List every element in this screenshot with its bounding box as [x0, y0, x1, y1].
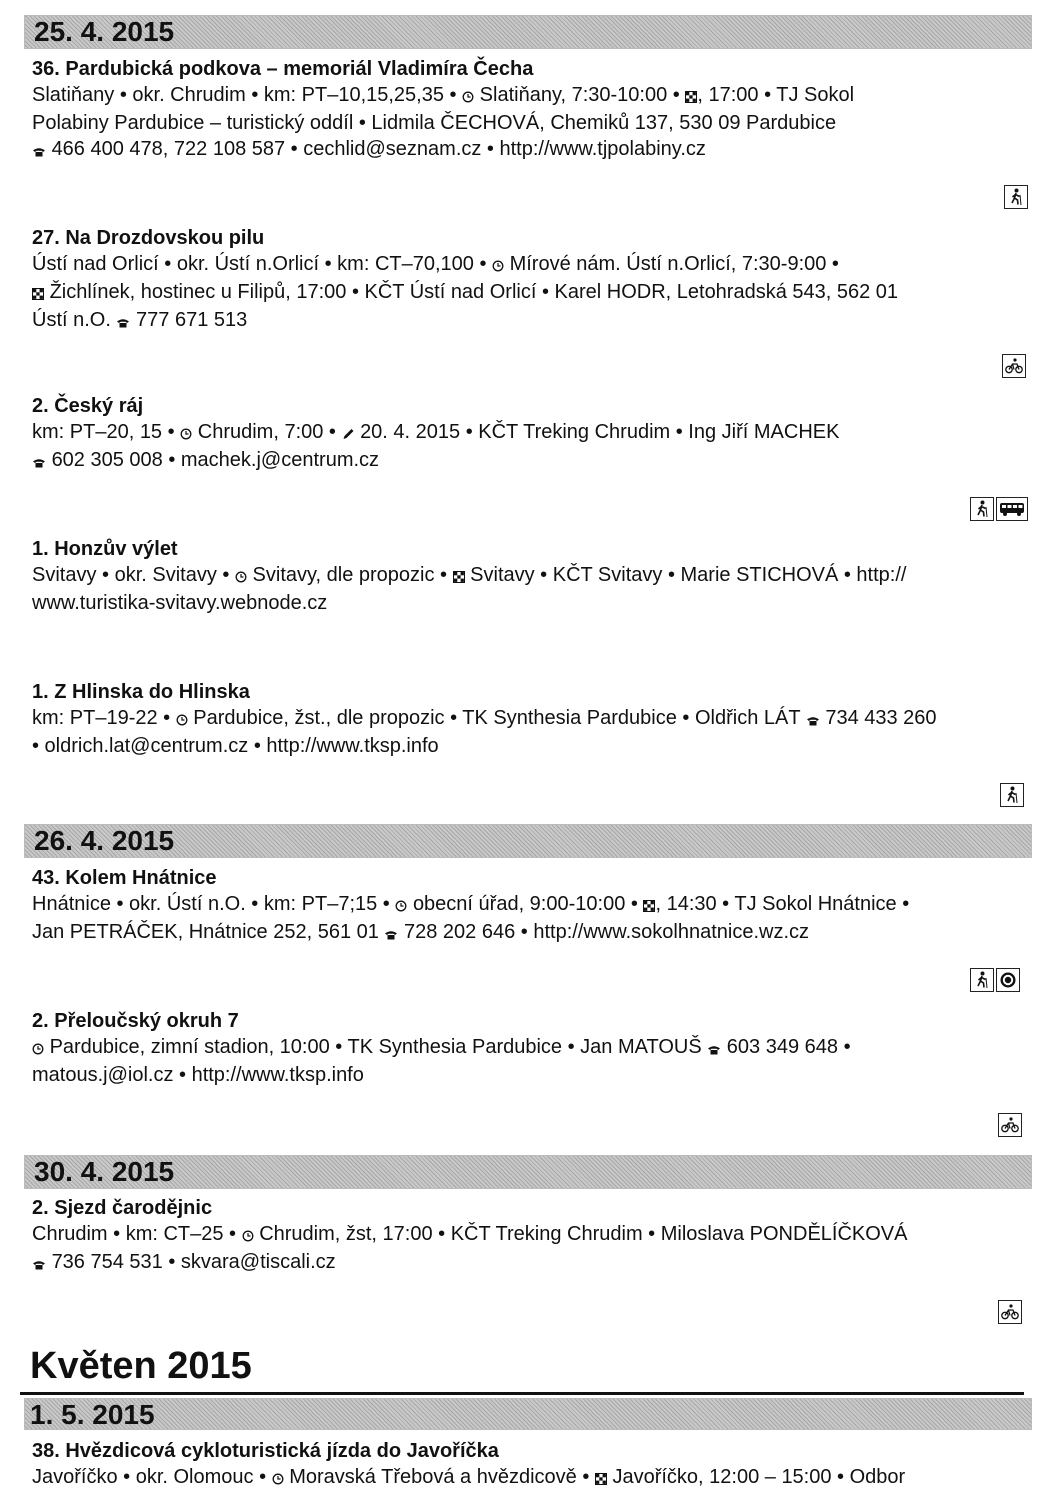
event-line: matous.j@iol.cz • http://www.tksp.info — [32, 1064, 364, 1086]
event-entry — [32, 866, 1032, 947]
event-line: www.turistika-svitavy.webnode.cz — [32, 592, 328, 614]
activity-icons — [970, 968, 1020, 992]
finish-flag-icon — [685, 84, 697, 110]
event-entry — [32, 537, 1032, 616]
phone-icon — [32, 449, 46, 475]
activity-icons — [998, 1113, 1022, 1137]
event-line: Pardubice, zimní stadion, 10:00 • TK Synthesia Pardubice • Jan MATOUŠ 603 349 648 • — [32, 1034, 1032, 1062]
cycling-icon — [1002, 354, 1026, 378]
event-title: 43. Kolem Hnátnice — [32, 867, 217, 889]
event-title: 38. Hvězdicová cykloturistická jízda do Javoříčka — [32, 1440, 499, 1462]
event-title: 27. Na Drozdovskou pilu — [32, 227, 265, 249]
pencil-icon — [342, 421, 355, 447]
event-entry — [32, 57, 1032, 164]
clock-icon — [395, 893, 407, 919]
activity-icons — [970, 497, 1028, 521]
event-line: Polabiny Pardubice – turistický oddíl • Lidmila ČECHOVÁ, Chemiků 137, 530 09 Pardubice — [32, 112, 837, 134]
finish-flag-icon — [643, 893, 655, 919]
event-title: 2. Přeloučský okruh 7 — [32, 1010, 239, 1032]
clock-icon — [176, 707, 188, 733]
event-entry — [32, 394, 1032, 475]
event-line: km: PT–20, 15 • Chrudim, 7:00 • 20. 4. 2015 • KČT Treking Chrudim • Ing Jiří MACHEK — [32, 419, 1032, 447]
bus-icon — [996, 497, 1028, 521]
clock-icon — [242, 1223, 254, 1249]
phone-icon — [384, 921, 398, 947]
event-line: Žichlínek, hostinec u Filipů, 17:00 • KČT Ústí nad Orlicí • Karel HODR, Letohradská 543, 562 01 — [32, 279, 1032, 307]
event-line: Hnátnice • okr. Ústí n.O. • km: PT–7;15 • obecní úřad, 9:00-10:00 • , 14:30 • TJ Sokol Hnátnice • — [32, 891, 1032, 919]
phone-icon — [32, 138, 46, 164]
day-date: 26. 4. 2015 — [34, 825, 175, 856]
phone-icon — [707, 1036, 721, 1062]
activity-icons — [1000, 783, 1024, 807]
day-header — [24, 824, 1032, 858]
day-date: 1. 5. 2015 — [30, 1399, 155, 1430]
phone-icon — [116, 309, 130, 335]
event-entry — [32, 680, 1032, 759]
event-title: 1. Honzův výlet — [32, 538, 178, 560]
month-divider — [20, 1392, 1024, 1395]
phone-icon — [806, 707, 820, 733]
event-entry — [32, 1196, 1032, 1277]
event-line: Ústí nad Orlicí • okr. Ústí n.Orlicí • km: CT–70,100 • Mírové nám. Ústí n.Orlicí, 7:30-9:00 • — [32, 251, 1032, 279]
event-line: 466 400 478, 722 108 587 • cechlid@seznam.cz • http://www.tjpolabiny.cz — [32, 136, 1032, 164]
finish-flag-icon — [595, 1466, 607, 1492]
day-date: 25. 4. 2015 — [34, 16, 175, 47]
clock-icon — [32, 1036, 44, 1062]
event-line: 602 305 008 • machek.j@centrum.cz — [32, 447, 1032, 475]
clock-icon — [462, 84, 474, 110]
activity-icons — [998, 1300, 1022, 1324]
event-title: 36. Pardubická podkova – memoriál Vladimíra Čecha — [32, 58, 534, 80]
cycling-icon — [998, 1300, 1022, 1324]
finish-flag-icon — [32, 281, 44, 307]
cycling-icon — [998, 1113, 1022, 1137]
day-date: 30. 4. 2015 — [34, 1156, 175, 1187]
badge-icon — [996, 968, 1020, 992]
event-title: 1. Z Hlinska do Hlinska — [32, 681, 250, 703]
event-line: Jan PETRÁČEK, Hnátnice 252, 561 01 728 202 646 • http://www.sokolhnatnice.wz.cz — [32, 919, 1032, 947]
hiking-icon — [1004, 185, 1028, 209]
event-line: km: PT–19-22 • Pardubice, žst., dle propozic • TK Synthesia Pardubice • Oldřich LÁT 734 433 260 — [32, 705, 1032, 733]
day-header — [24, 1398, 1032, 1430]
phone-icon — [32, 1251, 46, 1277]
hiking-icon — [970, 497, 994, 521]
clock-icon — [492, 253, 504, 279]
event-line: • oldrich.lat@centrum.cz • http://www.tksp.info — [32, 735, 439, 757]
hiking-icon — [970, 968, 994, 992]
event-line: Javoříčko • okr. Olomouc • Moravská Třebová a hvězdicově • Javoříčko, 12:00 – 15:00 • Odbor — [32, 1464, 1032, 1492]
event-line: Slatiňany • okr. Chrudim • km: PT–10,15,25,35 • Slatiňany, 7:30-10:00 • , 17:00 • TJ Sokol — [32, 82, 1032, 110]
clock-icon — [180, 421, 192, 447]
event-entry — [32, 226, 1032, 335]
activity-icons — [1004, 185, 1028, 209]
event-title: 2. Sjezd čarodějnic — [32, 1197, 213, 1219]
event-entry — [32, 1009, 1032, 1088]
activity-icons — [1002, 354, 1026, 378]
event-line: Chrudim • km: CT–25 • Chrudim, žst, 17:00 • KČT Treking Chrudim • Miloslava PONDĚLÍČKOVÁ — [32, 1221, 1032, 1249]
event-line: Ústí n.O. 777 671 513 — [32, 307, 1032, 335]
clock-icon — [235, 564, 247, 590]
day-header — [24, 1155, 1032, 1189]
event-line: 736 754 531 • skvara@tiscali.cz — [32, 1249, 1032, 1277]
day-header — [24, 15, 1032, 49]
clock-icon — [272, 1466, 284, 1492]
finish-flag-icon — [453, 564, 465, 590]
event-line: Svitavy • okr. Svitavy • Svitavy, dle propozic • Svitavy • KČT Svitavy • Marie STICHOVÁ • http:// — [32, 562, 1032, 590]
hiking-icon — [1000, 783, 1024, 807]
month-heading: Květen 2015 — [30, 1345, 252, 1387]
event-title: 2. Český ráj — [32, 395, 144, 417]
event-entry — [32, 1439, 1032, 1492]
